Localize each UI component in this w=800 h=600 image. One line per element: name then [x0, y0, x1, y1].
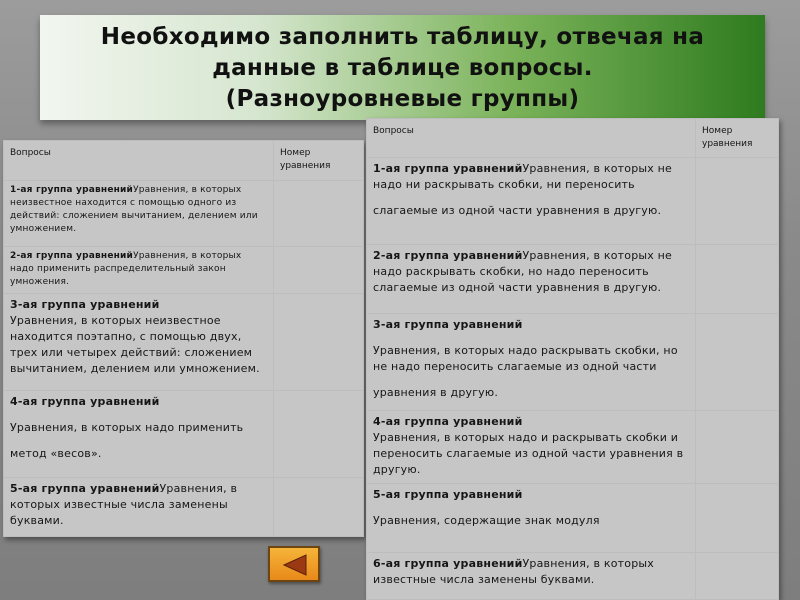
- question-cell: [367, 553, 696, 600]
- question-cell: [4, 478, 274, 537]
- header-equation-number: Номер уравнения: [274, 141, 364, 181]
- triangle-left-icon: [282, 554, 308, 576]
- answer-cell[interactable]: [696, 245, 779, 314]
- answer-cell[interactable]: [274, 247, 364, 294]
- answer-cell[interactable]: [696, 314, 779, 411]
- question-text: Уравнения, в которых неизвестное находится поэтапно, с помощью двух, трех или четырех действий: сложением вычитанием, делением или умножением.: [10, 314, 260, 375]
- left-questions-table: [3, 140, 364, 537]
- table-header-row: [367, 119, 779, 158]
- table-row: [4, 391, 364, 478]
- question-text: Уравнения, в которых известные числа заменены буквами.: [10, 482, 238, 527]
- question-text-continued: уравнения в другую.: [373, 386, 499, 399]
- table-row: [4, 181, 364, 247]
- question-text-continued: метод «весов».: [10, 447, 102, 460]
- question-text-continued: слагаемые из одной части уравнения в другую.: [373, 204, 662, 217]
- question-cell: [367, 314, 696, 411]
- title-line-3: (Разноуровневые группы): [225, 86, 580, 112]
- title-line-1: Необходимо заполнить таблицу, отвечая на: [100, 24, 705, 50]
- question-cell: [4, 391, 274, 478]
- question-cell: [4, 294, 274, 391]
- answer-cell[interactable]: [274, 478, 364, 537]
- question-text: Уравнения, в которых надо применить распределительный закон умножения.: [10, 251, 242, 287]
- group-label: 3-ая группа уравнений: [10, 298, 160, 311]
- group-label: 5-ая группа уравнений: [10, 482, 160, 495]
- answer-cell[interactable]: [696, 484, 779, 553]
- question-text: Уравнения, в которых не надо раскрывать скобки, но надо переносить слагаемые из одной части уравнения в другую.: [373, 249, 673, 294]
- answer-cell[interactable]: [696, 158, 779, 245]
- answer-cell[interactable]: [274, 181, 364, 247]
- group-label: 2-ая группа уравнений: [10, 251, 134, 261]
- answer-cell[interactable]: [274, 391, 364, 478]
- title-line-2: данные в таблице вопросы.: [212, 55, 593, 81]
- table-row: [4, 294, 364, 391]
- group-label: 6-ая группа уравнений: [373, 557, 523, 570]
- question-cell: [367, 411, 696, 484]
- header-questions: Вопросы: [4, 141, 274, 181]
- question-text: Уравнения, в которых неизвестное находится с помощью одного из действий: сложением вычитанием, делением или умножением.: [10, 185, 258, 234]
- table-header-row: [4, 141, 364, 181]
- question-cell: [367, 484, 696, 553]
- back-button[interactable]: [268, 546, 320, 582]
- question-cell: [367, 158, 696, 245]
- slide-title: [40, 22, 765, 115]
- right-questions-table: [366, 118, 779, 600]
- question-text: Уравнения, в которых не надо ни раскрывать скобки, ни переносить: [373, 162, 673, 191]
- header-equation-number: Номер уравнения: [696, 119, 779, 158]
- question-text: Уравнения, в которых надо раскрывать скобки, но не надо переносить слагаемые из одной части: [373, 344, 678, 373]
- table-row: [367, 411, 779, 484]
- group-label: 1-ая группа уравнений: [10, 185, 134, 195]
- question-cell: [4, 247, 274, 294]
- question-cell: [367, 245, 696, 314]
- answer-cell[interactable]: [696, 553, 779, 600]
- table-row: [4, 478, 364, 537]
- header-questions: Вопросы: [367, 119, 696, 158]
- question-text: Уравнения, содержащие знак модуля: [373, 514, 600, 527]
- group-label: 3-ая группа уравнений: [373, 318, 523, 331]
- table-row: [367, 158, 779, 245]
- table-row: [367, 314, 779, 411]
- question-text: Уравнения, в которых известные числа заменены буквами.: [373, 557, 654, 586]
- table-row: [367, 245, 779, 314]
- question-text: Уравнения, в которых надо и раскрывать скобки и переносить слагаемые из одной части уравнения в другую.: [373, 431, 684, 476]
- answer-cell[interactable]: [274, 294, 364, 391]
- group-label: 4-ая группа уравнений: [373, 415, 523, 428]
- group-label: 4-ая группа уравнений: [10, 395, 160, 408]
- table-row: [367, 484, 779, 553]
- table-row: [367, 553, 779, 600]
- answer-cell[interactable]: [696, 411, 779, 484]
- group-label: 2-ая группа уравнений: [373, 249, 523, 262]
- group-label: 5-ая группа уравнений: [373, 488, 523, 501]
- question-text: Уравнения, в которых надо применить: [10, 421, 244, 434]
- group-label: 1-ая группа уравнений: [373, 162, 523, 175]
- question-cell: [4, 181, 274, 247]
- table-row: [4, 247, 364, 294]
